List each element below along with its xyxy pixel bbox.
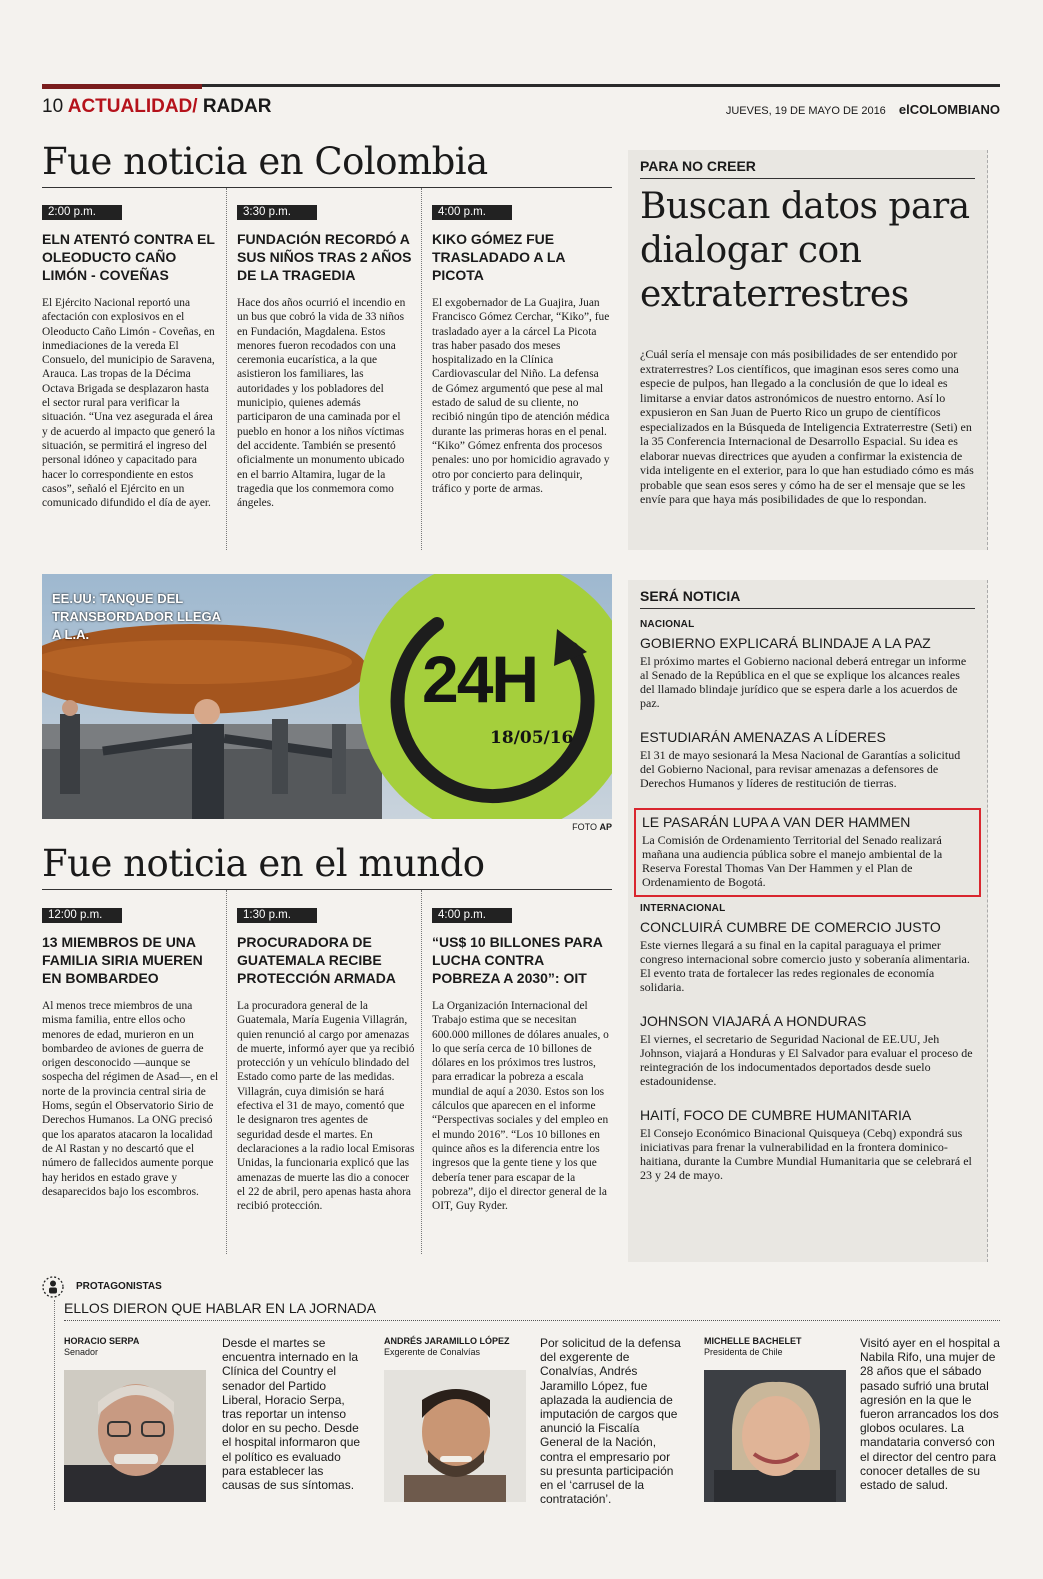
internacional-item bbox=[640, 1012, 975, 1088]
brand-logo: elCOLOMBIANO bbox=[898, 102, 1000, 117]
mundo-story-1 bbox=[42, 905, 220, 1199]
colombia-rule bbox=[42, 187, 612, 188]
section-name: ACTUALIDAD/ bbox=[67, 96, 198, 117]
nacional-item bbox=[640, 634, 975, 710]
protagonist-role: Presidenta de Chile bbox=[704, 1347, 783, 1357]
protagonist-photo bbox=[704, 1370, 846, 1502]
story-time: 12:00 p.m. bbox=[42, 908, 122, 923]
protagonist-name: HORACIO SERPA bbox=[64, 1336, 140, 1346]
protagonistas-section bbox=[42, 1276, 1002, 1516]
24h-badge: 24H bbox=[422, 642, 538, 716]
item-body: La Comisión de Ordenamiento Territorial del Senado realizará mañana una audiencia pública sobre el manejo ambiental de la Reserva Forestal Thomas Van Der Hammen y el Plan de Ordenamiento de Bogotá. bbox=[642, 833, 943, 889]
photo-caption: EE.UU: TANQUE DEL TRANSBORDADOR LLEGA A L.A. bbox=[52, 591, 221, 642]
colombia-story-2 bbox=[237, 202, 415, 510]
colombia-story-1 bbox=[42, 202, 220, 510]
colombia-story-3 bbox=[432, 202, 610, 496]
protagonistas-title: ELLOS DIERON QUE HABLAR EN LA JORNADA bbox=[64, 1300, 376, 1316]
header-right bbox=[726, 102, 1000, 117]
internacional-item bbox=[640, 918, 975, 994]
item-title: ESTUDIARÁN AMENAZAS A LÍDERES bbox=[640, 729, 886, 745]
colombia-headline: Fue noticia en Colombia bbox=[42, 140, 488, 183]
page-header bbox=[42, 96, 1000, 122]
protagonist-text: Por solicitud de la defensa del exgerente de Conalvías, Andrés Jaramillo López, fue aplazada la audiencia de imputación de cargos que anunció la Fiscalía General de la Nación, contra el empresario por su presunta participación en el ‘carrusel de la contratación’. bbox=[540, 1336, 681, 1507]
story-body: El exgobernador de La Guajira, Juan Francisco Gómez Cerchar, “Kiko”, fue trasladado ayer a la cárcel La Picota tras haber pasado dos meses hospitalizado en la Clínica Cardiovascular del Niño. La defensa de Gómez argumentó que pese al mal estado de salud de su cliente, no recibió ningún tipo de atención médica durante las primeras horas en el penal. “Kiko” Gómez enfrenta dos procesos penales: uno por homicidio agravado y otro por concierto para delinquir, tráfico y porte de armas. bbox=[432, 297, 610, 495]
protagonist-text: Visitó ayer en el hospital a Nabila Rifo, una mujer de 28 años que el sábado pasado sufrió una brutal agresión en la que le fueron arrancados los dos globos oculares. La mandataria conversó con el director del centro para conocer detalles de su estado de salud. bbox=[860, 1336, 1000, 1493]
story-body: La Organización Internacional del Trabajo estima que se necesitan 600.000 millones de dólares anuales, o lo que sería cerca de 10 billones de dólares en los próximos tres lustros, para erradicar la pobreza a escala mundial de aquí a 2030. Estos son los cálculos que aparecen en el informe “Perspectivas sociales y del empleo en el mundo 2016”. “Los 10 billones en quince años es la diferencia entre los ingresos que la gente tiene y los que debería tener para escapar de la pobreza”, dijo el director general de la OIT, Guy Ryder. bbox=[432, 1000, 609, 1213]
column-divider bbox=[226, 890, 227, 1254]
item-body: Este viernes llegará a su final en la capital paraguaya el primer congreso internacional sobre comercio justo y soberanía alimentaria. El evento trata de fortalecer las redes regionales de economía solidaria. bbox=[640, 938, 970, 994]
protagonistas-label: PROTAGONISTAS bbox=[76, 1281, 162, 1292]
protagonist-text: Desde el martes se encuentra internado en la Clínica del Country el senador del Partido Liberal, Horacio Serpa, tras reportar un intenso dolor en su pecho. Desde el hospital informaron que el político es evaluado para establecer las causas de sus síntomas. bbox=[222, 1336, 361, 1493]
protagonist-name: ANDRÉS JARAMILLO LÓPEZ bbox=[384, 1336, 510, 1346]
para-no-creer-title: Buscan datos para dialogar con extraterrestres bbox=[640, 186, 970, 315]
item-title: LE PASARÁN LUPA A VAN DER HAMMEN bbox=[642, 814, 911, 830]
protagonist-card bbox=[384, 1332, 684, 1512]
story-body: El Ejército Nacional reportó una afectación con explosivos en el Oleoducto Caño Limón - Coveñas, en inmediaciones de la vereda El Consuelo, del municipio de Saravena, Arauca. Las tropas de la Décima Octava Brigada se desplazaron hasta el sector rural para verificar la situación. “Una vez asegurada el área y de acuerdo al impacto que generó la situación, se permitirá el ingreso del personal idóneo y capacitado para hacer lo correspondiente en estos casos”, señaló el Ejército en un comunicado difundido el día de ayer. bbox=[42, 297, 215, 510]
mundo-rule bbox=[42, 889, 612, 890]
kicker-rule bbox=[640, 178, 975, 179]
internacional-label: INTERNACIONAL bbox=[640, 903, 726, 914]
story-title: ELN ATENTÓ CONTRA EL OLEODUCTO CAÑO LIMÓN - COVEÑAS bbox=[42, 231, 215, 283]
internacional-item bbox=[640, 1106, 975, 1182]
para-no-creer-box bbox=[628, 150, 988, 550]
nacional-item bbox=[640, 728, 975, 790]
photo-credit-name: AP bbox=[599, 822, 612, 832]
protagonist-photo bbox=[64, 1370, 206, 1502]
item-title: CONCLUIRÁ CUMBRE DE COMERCIO JUSTO bbox=[640, 919, 941, 935]
story-title: PROCURADORA DE GUATEMALA RECIBE PROTECCIÓN ARMADA bbox=[237, 934, 396, 986]
nacional-label: NACIONAL bbox=[640, 619, 695, 630]
story-body: La procuradora general de la Guatemala, María Eugenia Villagrán, quien renunció al cargo por amenazas de muerte, informó ayer que ya recibió protección y un vehículo blindado del Estado como parte de las medidas. Villagrán, cuya dimisión se hará efectiva el 31 de mayo, comentó que le designaron tres agentes de seguridad desde el martes. En declaraciones a la radio local Emisoras Unidas, la funcionaria explicó que las amenazas de muerte las dio a conocer el 22 de abril, pero apenas hasta ahora recibió protección. bbox=[237, 1000, 415, 1213]
protagonist-role: Senador bbox=[64, 1347, 99, 1357]
subsection-name: RADAR bbox=[202, 96, 272, 117]
kicker-rule bbox=[640, 608, 975, 609]
item-title: GOBIERNO EXPLICARÁ BLINDAJE A LA PAZ bbox=[640, 635, 931, 651]
mundo-story-3 bbox=[432, 905, 610, 1213]
protagonistas-rule bbox=[64, 1320, 1000, 1321]
story-time: 4:00 p.m. bbox=[432, 205, 512, 220]
column-divider bbox=[226, 188, 227, 550]
24h-date: 18/05/16 bbox=[490, 728, 574, 748]
para-no-creer-body: ¿Cuál sería el mensaje con más posibilidades de ser entendido por extraterrestres? Los científicos, que imaginan esos seres como una especie de pulpos, han llegado a la conclusión de que lo ideal es limitarse a enviar datos astronómicos de nuestro entorno. Así lo expusieron en San Juan de Puerto Rico un grupo de científicos especializados en la Búsqueda de Inteligencia Extraterrestre (Seti) en la 35 Conferencia Internacional de Desarrollo Espacial. Su idea es elaborar nuevas directrices que ayuden a confirmar la existencia de vida inteligente en el exterior, para lo que han estudiado cómo es más probable que sean esos seres y cómo ha de ser el mensaje que se les envíe para que haya más posibilidades de que lo respondan. bbox=[640, 347, 974, 506]
sera-noticia-box bbox=[628, 580, 988, 1262]
item-body: El próximo martes el Gobierno nacional deberá entregar un informe al Senado de la República en el que se explique los alcances reales del llamado blindaje jurídico que se espera darle a los acuerdos de paz. bbox=[640, 654, 967, 710]
protagonist-photo bbox=[384, 1370, 526, 1502]
protagonist-card bbox=[704, 1332, 1004, 1512]
protagonist-card bbox=[64, 1332, 364, 1512]
section-divider bbox=[54, 1300, 55, 1510]
item-body: El Consejo Económico Binacional Quisqueya (Cebq) expondrá sus iniciativas para frenar la vulnerabilidad en la frontera dominico-haitiana, durante la Cumbre Mundial Humanitaria que se celebrará el 23 y 24 de mayo. bbox=[640, 1126, 972, 1182]
photo-credit bbox=[520, 822, 612, 832]
column-divider bbox=[421, 188, 422, 550]
protagonist-role: Exgerente de Conalvías bbox=[384, 1347, 481, 1357]
story-body: Al menos trece miembros de una misma familia, entre ellos ocho menores de edad, murieron en un bombardeo de aviones de guerra de origen desconocido —aunque se sospecha del régimen de Asad—, en el norte de la provincia central siria de Homs, según el Observatorio Sirio de Derechos Humanos. La ONG precisó que los aparatos atacaron la localidad de Al Rastan y no descartó que el número de fallecidos aumente porque hay heridos en estado grave y desaparecidos bajo los escombros. bbox=[42, 1000, 219, 1198]
story-body: Hace dos años ocurrió el incendio en un bus que cobró la vida de 33 niños en Fundación, Magdalena. Estos menores fueron recodados con una ceremonia eucarística, a la que asistieron los familiares, las autoridades y los pobladores del municipio, quienes además participaron de una caminada por el pueblo en honor a los niños víctimas del accidente. También se presentó oficialmente un monumento ubicado en el barrio Altamira, lugar de la tragedia que los conmemora como ángeles. bbox=[237, 297, 406, 510]
highlighted-item bbox=[634, 808, 981, 897]
section-heading bbox=[42, 96, 271, 118]
mundo-headline: Fue noticia en el mundo bbox=[42, 842, 485, 885]
top-rule-accent bbox=[42, 84, 202, 89]
story-time: 2:00 p.m. bbox=[42, 205, 122, 220]
story-title: KIKO GÓMEZ FUE TRASLADADO A LA PICOTA bbox=[432, 231, 565, 283]
item-body: El 31 de mayo sesionará la Mesa Nacional de Garantías a solicitud del Gobierno Nacional, para revisar amenazas a defensores de Derechos Humanos y líderes de restitución de tierras. bbox=[640, 748, 961, 790]
page-number: 10 bbox=[42, 96, 64, 117]
story-title: “US$ 10 BILLONES PARA LUCHA CONTRA POBREZA A 2030”: OIT bbox=[432, 934, 603, 986]
item-title: HAITÍ, FOCO DE CUMBRE HUMANITARIA bbox=[640, 1107, 912, 1123]
story-time: 3:30 p.m. bbox=[237, 205, 317, 220]
sera-noticia-kicker: SERÁ NOTICIA bbox=[640, 588, 741, 604]
mundo-story-2 bbox=[237, 905, 415, 1213]
story-title: FUNDACIÓN RECORDÓ A SUS NIÑOS TRAS 2 AÑOS DE LA TRAGEDIA bbox=[237, 231, 412, 283]
page-date: JUEVES, 19 DE MAYO DE 2016 bbox=[725, 105, 886, 117]
person-icon bbox=[42, 1276, 64, 1298]
item-body: El viernes, el secretario de Seguridad Nacional de EE.UU, Jeh Johnson, viajará a Honduras y El Salvador para evaluar el proceso de reintegración de los indocumentados deportados desde suelo estadounidense. bbox=[640, 1032, 973, 1088]
item-title: JOHNSON VIAJARÁ A HONDURAS bbox=[640, 1013, 867, 1029]
column-divider bbox=[421, 890, 422, 1254]
para-no-creer-kicker: PARA NO CREER bbox=[640, 158, 756, 174]
story-time: 4:00 p.m. bbox=[432, 908, 512, 923]
photo-credit-prefix: FOTO bbox=[572, 822, 597, 832]
story-time: 1:30 p.m. bbox=[237, 908, 317, 923]
story-title: 13 MIEMBROS DE UNA FAMILIA SIRIA MUEREN EN BOMBARDEO bbox=[42, 934, 203, 986]
protagonist-name: MICHELLE BACHELET bbox=[704, 1336, 802, 1346]
news-photo bbox=[42, 574, 612, 819]
